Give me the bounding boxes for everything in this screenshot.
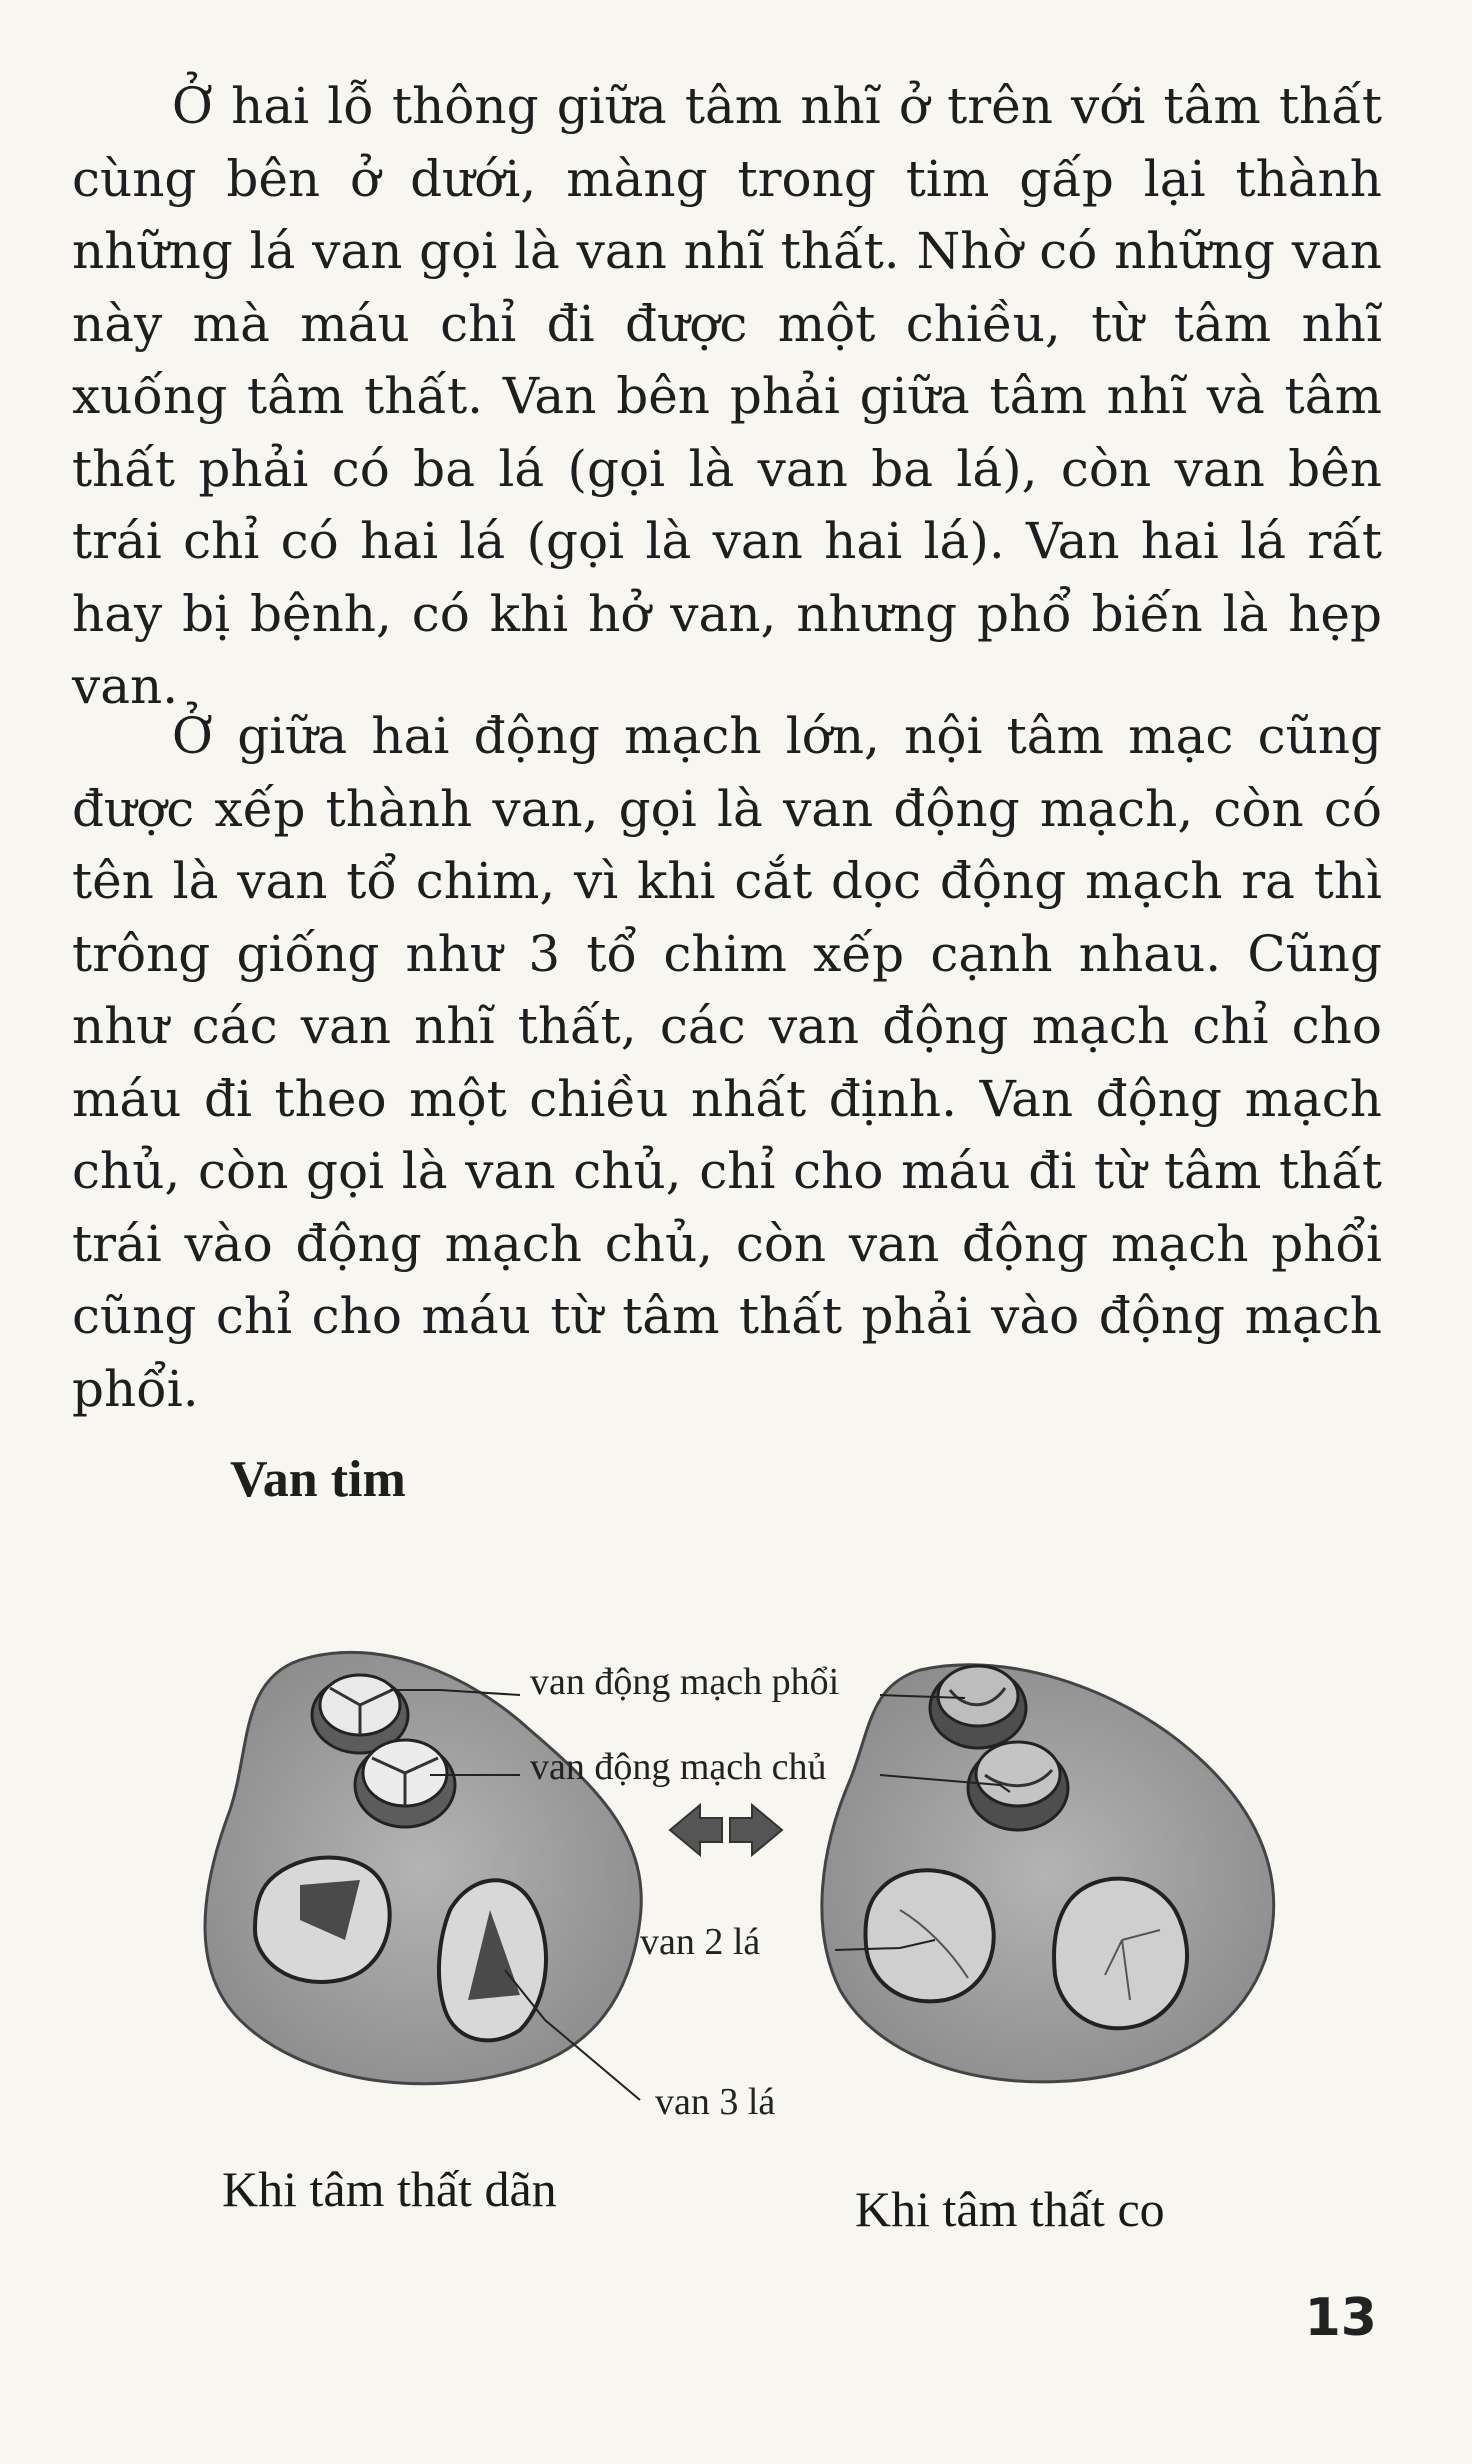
- pulmonary-valve-closed: [930, 1666, 1026, 1748]
- heart-relaxed-diagram: [205, 1652, 641, 2083]
- heart-contracted-diagram: [822, 1665, 1274, 2082]
- heart-valves-figure: [0, 1580, 1472, 2260]
- tricuspid-valve-open: [439, 1880, 546, 2040]
- label-pulmonary-valve: van động mạch phổi: [530, 1661, 840, 1703]
- transition-arrow-icon: [670, 1805, 782, 1855]
- paragraph-atrioventricular-valves: Ở hai lỗ thông giữa tâm nhĩ ở trên với tâm thất cùng bên ở dưới, màng trong tim gấp lại thành những lá van gọi là van nhĩ thất. Nhờ có những van này mà máu chỉ đi được một chiều, từ tâm nhĩ xuống tâm thất. Van bên phải giữa tâm nhĩ và tâm thất phải có ba lá (gọi là van ba lá), còn van bên trái chỉ có hai lá (gọi là van hai lá). Van hai lá rất hay bị bệnh, có khi hở van, nhưng phổ biến là hẹp van.: [72, 77, 1382, 715]
- label-mitral-valve: van 2 lá: [640, 1921, 761, 1963]
- caption-contracted: Khi tâm thất co: [855, 2181, 1165, 2237]
- mitral-valve-open: [255, 1858, 390, 1982]
- figure-title: Van tim: [230, 1451, 406, 1508]
- paragraph-arterial-valves: Ở giữa hai động mạch lớn, nội tâm mạc cũng được xếp thành van, gọi là van động mạch, còn có tên là van tổ chim, vì khi cắt dọc động mạch ra thì trông giống như 3 tổ chim xếp cạnh nhau. Cũng như các van nhĩ thất, các van động mạch chỉ cho máu đi theo một chiều nhất định. Van động mạch chủ, còn gọi là van chủ, chỉ cho máu đi từ tâm thất trái vào động mạch chủ, còn van động mạch phổi cũng chỉ cho máu từ tâm thất phải vào động mạch phổi.: [72, 707, 1382, 1418]
- aortic-valve-closed: [968, 1742, 1068, 1830]
- label-tricuspid-valve: van 3 lá: [655, 2081, 776, 2123]
- page-number: 13: [1304, 2288, 1377, 2348]
- aortic-valve-open: [355, 1740, 455, 1827]
- caption-relaxed: Khi tâm thất dãn: [222, 2161, 557, 2217]
- label-aortic-valve: van động mạch chủ: [530, 1746, 827, 1788]
- tricuspid-valve-closed: [1054, 1879, 1187, 2029]
- mitral-valve-closed: [866, 1870, 994, 2001]
